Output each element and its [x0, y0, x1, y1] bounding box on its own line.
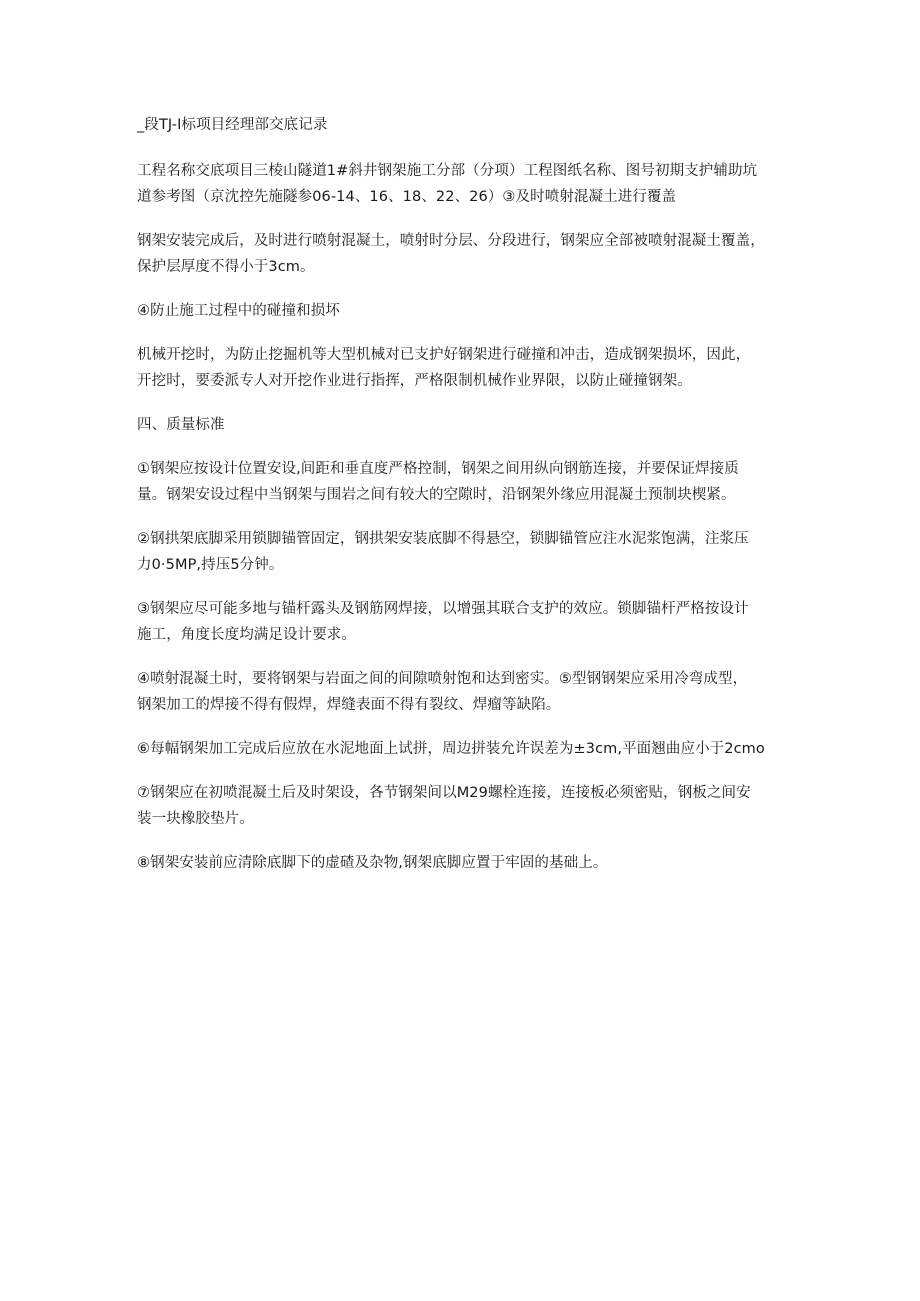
- paragraph-line: 施工，角度长度均满足设计要求。: [137, 627, 356, 643]
- paragraph-line: 工程名称交底项目三棱山隧道1#斜井钢架施工分部（分项）工程图纸名称、图号初期支护辅助坑: [137, 163, 758, 179]
- paragraph-collision-heading: [137, 298, 797, 324]
- paragraph-line: 道参考图（京沈控先施隧参06-14、16、18、22、26）③及时喷射混凝土进行覆盖: [137, 189, 677, 205]
- paragraph-line: 钢架安装完成后，及时进行喷射混凝土，喷射时分层、分段进行，钢架应全部被喷射混凝土覆盖，: [137, 233, 765, 249]
- paragraph-line: 钢架加工的焊接不得有假焊，焊缝表面不得有裂纹、焊瘤等缺陷。: [137, 697, 561, 713]
- standard-item-4-5: [137, 666, 797, 718]
- document-title: [137, 112, 797, 138]
- standard-item-8: [137, 850, 797, 876]
- paragraph-line: 保护层厚度不得小于3cm。: [137, 259, 315, 275]
- title-text: _段TJ-I标项目经理部交底记录: [137, 117, 328, 133]
- paragraph-line: 力0·5MP,持压5分钟。: [137, 557, 284, 573]
- paragraph-line: 装一块橡胶垫片。: [137, 811, 254, 827]
- standard-item-2: [137, 526, 797, 578]
- paragraph-line: ②钢拱架底脚采用锁脚锚管固定，钢拱架安装底脚不得悬空，锁脚锚管应注水泥浆饱满，注浆压: [137, 531, 749, 547]
- standard-item-1: [137, 456, 797, 508]
- paragraph-line: ①钢架应按设计位置安设,间距和垂直度严格控制，钢架之间用纵向钢筋连接，并要保证焊接质: [137, 461, 739, 477]
- paragraph-project-info: [137, 158, 797, 210]
- standard-item-6: [137, 736, 797, 762]
- paragraph-line: ④喷射混凝土时，要将钢架与岩面之间的间隙喷射饱和达到密实。⑤型钢钢架应采用冷弯成型，: [137, 671, 748, 687]
- paragraph-line: ⑦钢架应在初喷混凝土后及时架设，各节钢架间以M29螺栓连接，连接板必须密贴，钢板之间安: [137, 785, 751, 801]
- paragraph-shotcrete-cover: [137, 228, 797, 280]
- paragraph-line: ④防止施工过程中的碰撞和损坏: [137, 303, 340, 319]
- paragraph-excavation: [137, 342, 797, 394]
- paragraph-line: ⑧钢架安装前应清除底脚下的虚碴及杂物,钢架底脚应置于牢固的基础上。: [137, 855, 608, 871]
- paragraph-line: ③钢架应尽可能多地与锚杆露头及钢筋网焊接，以增强其联合支护的效应。锁脚锚杆严格按设计: [137, 601, 749, 617]
- paragraph-line: 量。钢架安设过程中当钢架与围岩之间有较大的空隙时，沿钢架外缘应用混凝土预制块楔紧。: [137, 487, 736, 503]
- document-body: [137, 112, 797, 894]
- paragraph-line: 开挖时，要委派专人对开挖作业进行指挥，严格限制机械作业界限，以防止碰撞钢架。: [137, 373, 692, 389]
- paragraph-line: ⑥每幅钢架加工完成后应放在水泥地面上试拼，周边拼装允许误差为±3cm,平面翘曲应小于2cmo: [137, 741, 765, 757]
- section-heading-quality-standards: [137, 412, 797, 438]
- standard-item-3: [137, 596, 797, 648]
- standard-item-7: [137, 780, 797, 832]
- paragraph-line: 机械开挖时，为防止挖掘机等大型机械对已支护好钢架进行碰撞和冲击，造成钢架损坏，因此，: [137, 347, 751, 363]
- paragraph-line: 四、质量标准: [137, 417, 225, 433]
